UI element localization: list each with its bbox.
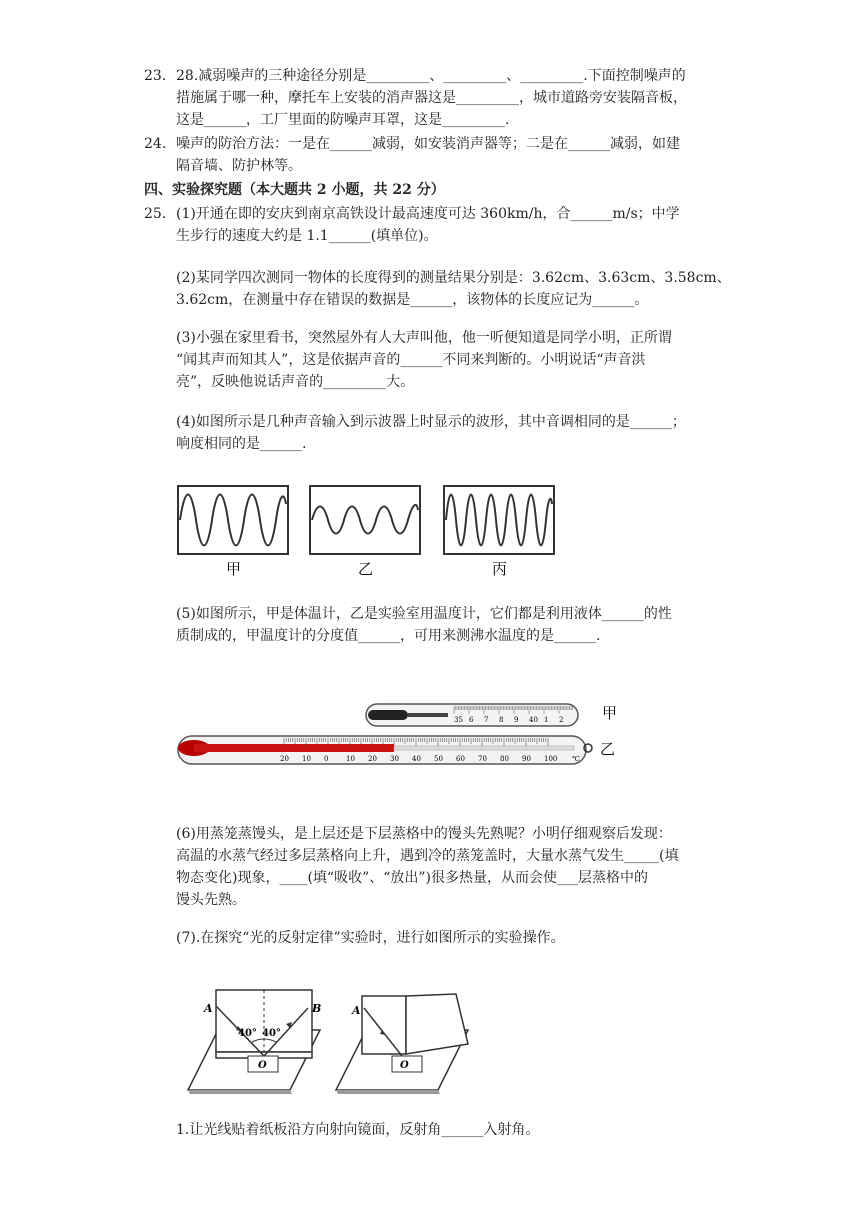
waveform-figure [176, 484, 556, 580]
question-text: 物态变化)现象，____(填“吸收”、“放出”)很多热量，从而会使___层蒸格中的 [176, 870, 649, 886]
question-text: 这是______，工厂里面的防噪声耳罩，这是_________. [176, 112, 510, 128]
question-text: (6)用蒸笼蒸馒头，是上层还是下层蒸格中的馒头先熟呢？小明仔细观察后发现： [176, 826, 672, 842]
question-text: 高温的水蒸气经过多层蒸格向上升，遇到冷的蒸笼盖时，大量水蒸气发生_____(填 [176, 848, 679, 864]
question-text: 生步行的速度大约是 1.1______(填单位)。 [176, 228, 438, 244]
question-text: 1.让光线贴着纸板沿方向射向镜面，反射角______入射角。 [176, 1122, 540, 1138]
question-text: “闻其声而知其人”，这是依据声音的______不同来判断的。小明说话“声音洪 [176, 352, 646, 368]
waveform-label-jia: 甲 [226, 560, 242, 578]
lab-tick-label: 20 [368, 755, 377, 763]
lab-tick-label: 50 [434, 755, 443, 763]
question-text: 3.62cm，在测量中存在错误的数据是______，该物体的长度应记为______。 [176, 292, 649, 308]
question-text: (5)如图所示，甲是体温计，乙是实验室用温度计，它们都是利用液体______的性 [176, 606, 672, 622]
section-heading: 四、实验探究题（本大题共 2 小题，共 22 分） [144, 182, 445, 198]
clinical-tick-label: 2 [559, 716, 564, 724]
clinical-tick-label: 8 [499, 716, 504, 724]
question-number: 24. [144, 136, 167, 152]
thermometer-label-jia: 甲 [602, 704, 618, 722]
lab-tick-label: 20 [280, 755, 289, 763]
waveform-box-yi [310, 486, 420, 554]
angle-incidence-label: 40° [238, 1028, 257, 1039]
lab-tick-label: 10 [346, 755, 355, 763]
lab-tick-label: 90 [522, 755, 531, 763]
reflection-figure [186, 986, 476, 1094]
lab-tick-label: 0 [324, 755, 329, 763]
label-a: A [204, 1002, 213, 1015]
question-text: (3)小强在家里看书，突然屋外有人大声叫他，他一听便知道是同学小明，正所谓 [176, 330, 672, 346]
lab-tick-label: 80 [500, 755, 509, 763]
lab-tick-label: 100 [544, 755, 558, 763]
question-text: (1)开通在即的安庆到南京高铁设计最高速度可达 360km/h，合______m/s；中学 [176, 206, 680, 222]
waveform-label-yi: 乙 [358, 560, 374, 578]
label-o: O [258, 1060, 267, 1071]
lab-tick-label: 30 [390, 755, 399, 763]
lab-tick-label: 60 [456, 755, 465, 763]
question-text: 馒头先熟。 [176, 892, 246, 908]
lab-unit-label: ℃ [572, 755, 580, 763]
lab-tick-label: 40 [412, 755, 421, 763]
thermometer-figure [176, 698, 616, 774]
clinical-tick-label: 9 [514, 716, 519, 724]
clinical-thermometer-bulb [368, 710, 408, 720]
question-text: (7).在探究“光的反射定律”实验时，进行如图所示的实验操作。 [176, 930, 565, 946]
lab-tick-label: 10 [302, 755, 311, 763]
question-text: 28.减弱噪声的三种途径分别是_________、_________、_________.下面控制噪声的 [176, 68, 686, 84]
clinical-tick-label: 7 [484, 716, 489, 724]
clinical-tick-label: 40 [529, 716, 538, 724]
question-text: (4)如图所示是几种声音输入到示波器上时显示的波形，其中音调相同的是______； [176, 414, 686, 430]
angle-reflection-label: 40° [262, 1028, 281, 1039]
question-number: 23. [144, 68, 167, 84]
waveform-label-bing: 丙 [492, 560, 508, 578]
question-text: 措施属于哪一种，摩托车上安装的消声器这是_________，城市道路旁安装隔音板， [176, 90, 687, 106]
question-text: 亮”，反映他说话声音的_________大。 [176, 374, 415, 390]
label-o-right: O [400, 1060, 409, 1071]
question-text: 隔音墙、防护林等。 [176, 158, 302, 174]
label-b: B [312, 1002, 322, 1015]
clinical-tick-label: 6 [469, 716, 474, 724]
question-text: 噪声的防治方法：一是在______减弱，如安装消声器等；二是在______减弱，如建 [176, 136, 680, 152]
question-text: (2)某同学四次测同一物体的长度得到的测量结果分别是：3.62cm、3.63cm、3.58cm、 [176, 270, 731, 286]
question-text: 响度相同的是______. [176, 436, 307, 452]
paper-board-right [362, 996, 406, 1054]
clinical-tick-label: 1 [544, 716, 549, 724]
clinical-tick-label: 35 [454, 716, 463, 724]
label-a-right: A [352, 1004, 361, 1017]
thermometer-label-yi: 乙 [600, 740, 616, 758]
question-text: 质制成的，甲温度计的分度值______，可用来测沸水温度的是______. [176, 628, 601, 644]
lab-tick-label: 70 [478, 755, 487, 763]
question-number: 25. [144, 206, 167, 222]
